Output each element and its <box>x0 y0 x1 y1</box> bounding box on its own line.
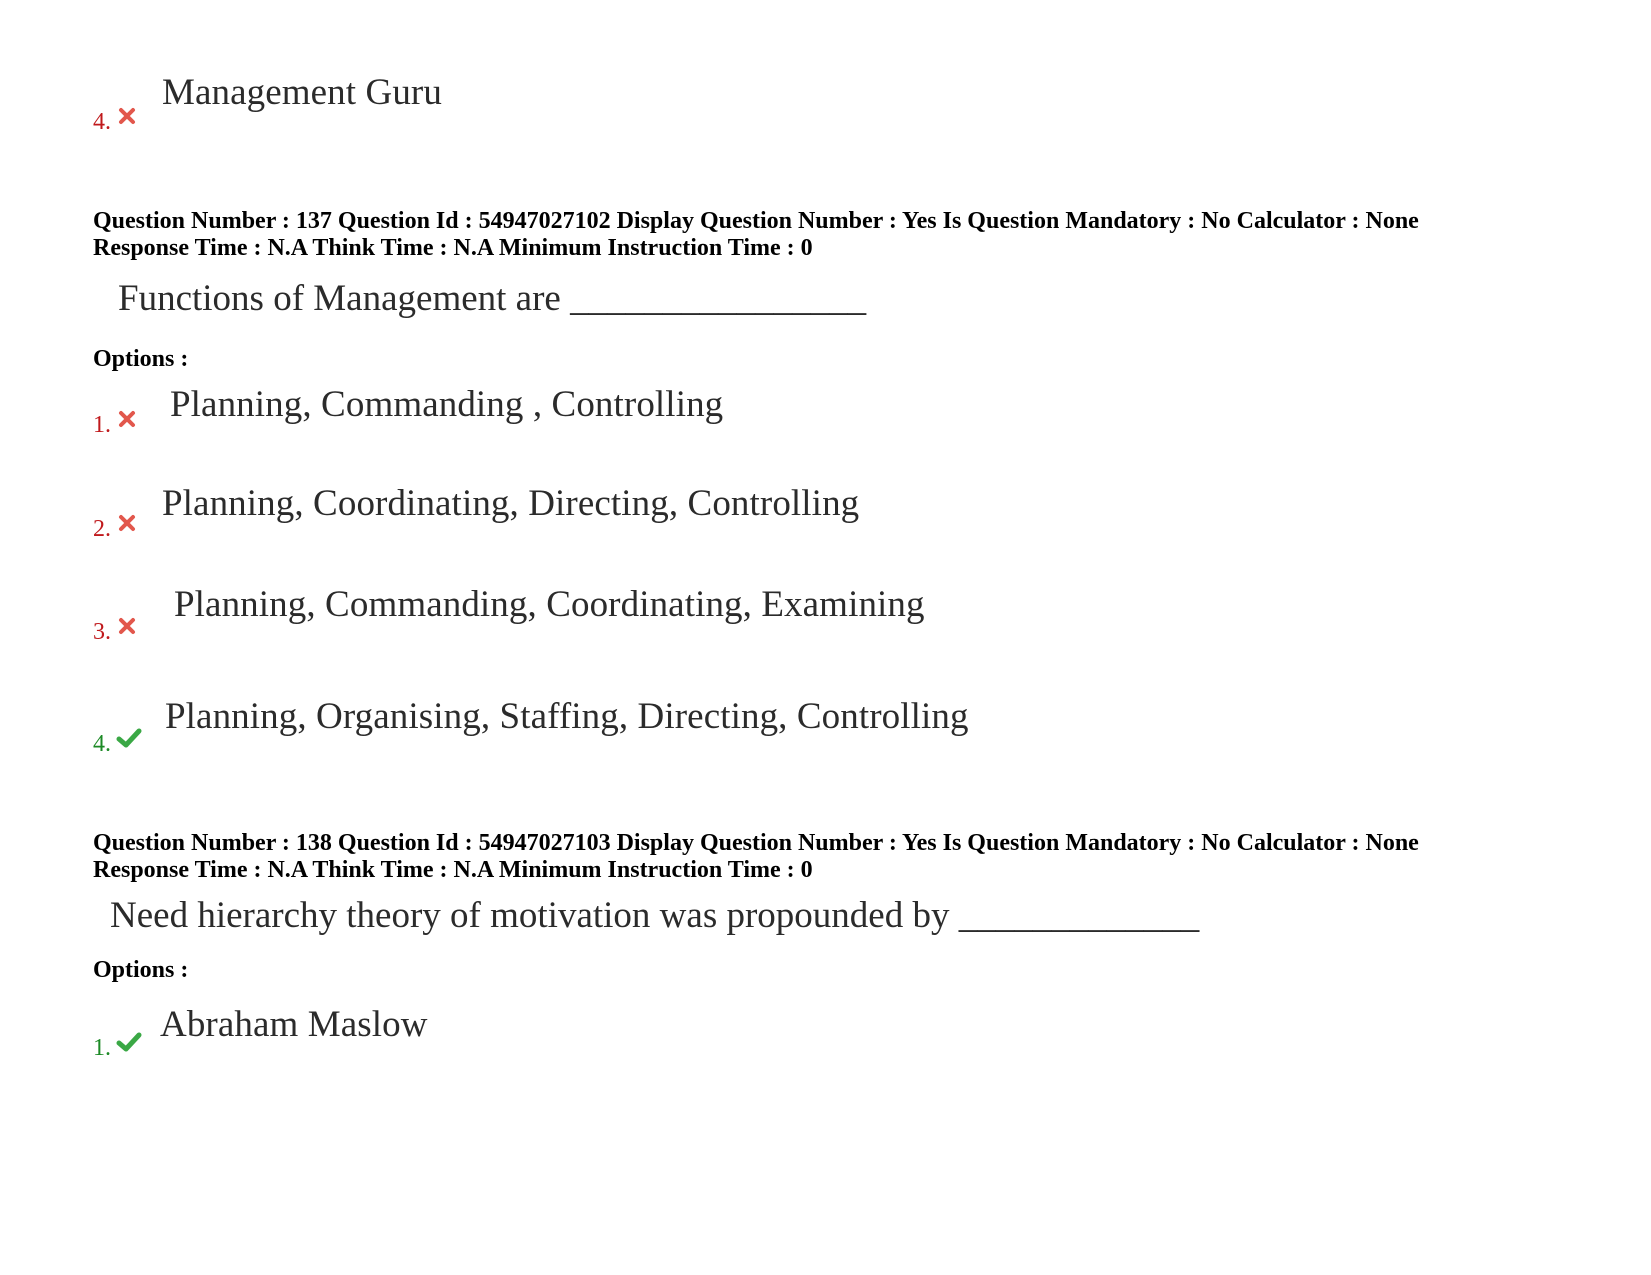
check-icon <box>116 1031 142 1053</box>
option-text: Management Guru <box>162 72 442 113</box>
options-label: Options : <box>93 957 189 983</box>
option-number: 3. <box>93 619 111 645</box>
option-number: 2. <box>93 516 111 542</box>
question-meta-line1: Question Number : 138 Question Id : 54947027103 Display Question Number : Yes Is Question Mandatory : No Calculator : None <box>93 830 1419 856</box>
option-number: 4. <box>93 731 111 757</box>
option-text: Planning, Commanding , Controlling <box>170 384 724 425</box>
question-meta-line2: Response Time : N.A Think Time : N.A Minimum Instruction Time : 0 <box>93 235 813 261</box>
option-text: Planning, Commanding, Coordinating, Examining <box>174 584 925 625</box>
option-text: Planning, Coordinating, Directing, Controlling <box>162 483 860 524</box>
cross-icon <box>118 514 136 532</box>
option-text: Planning, Organising, Staffing, Directing, Controlling <box>165 696 969 737</box>
cross-icon <box>118 107 136 125</box>
option-number: 1. <box>93 1035 111 1061</box>
check-icon <box>116 727 142 749</box>
cross-icon <box>118 410 136 428</box>
question-text: Need hierarchy theory of motivation was propounded by _____________ <box>110 895 1200 936</box>
options-label: Options : <box>93 346 189 372</box>
cross-icon <box>118 617 136 635</box>
question-meta-line2: Response Time : N.A Think Time : N.A Minimum Instruction Time : 0 <box>93 857 813 883</box>
option-text: Abraham Maslow <box>160 1004 428 1045</box>
question-meta-line1: Question Number : 137 Question Id : 54947027102 Display Question Number : Yes Is Question Mandatory : No Calculator : None <box>93 208 1419 234</box>
option-number: 4. <box>93 109 111 135</box>
option-number: 1. <box>93 412 111 438</box>
question-text: Functions of Management are ________________ <box>118 278 867 319</box>
